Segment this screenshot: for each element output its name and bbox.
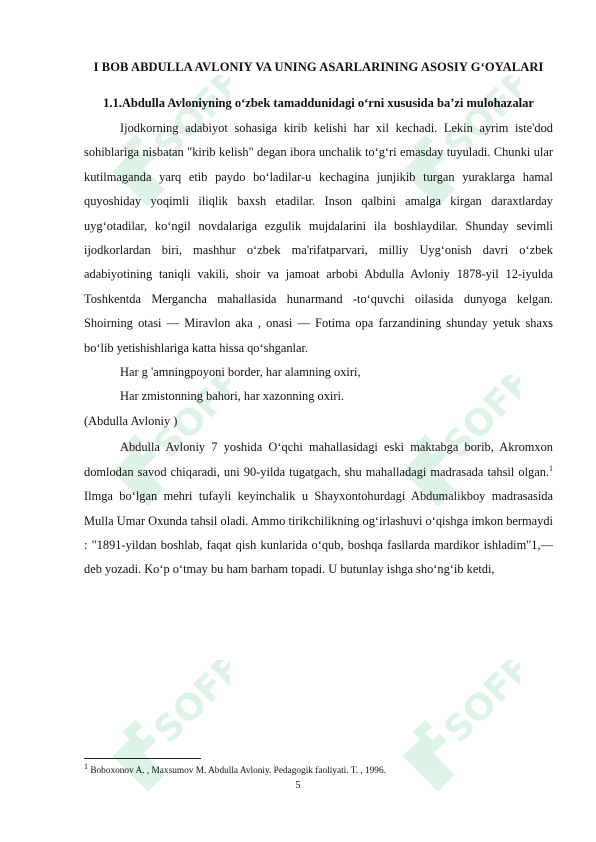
watermark-text: SOFF [436, 75, 520, 167]
paragraph-2-part-a: Abdulla Avloniy 7 yoshida O‘qchi mahallasidagi eski maktabga borib, Akromxon domlodan savod chiqaradi, uni 90-yilda tugatgach, shu mahalladagi madrasada tahsil olgan. [84, 440, 553, 479]
footnote-reference[interactable]: 1 [549, 463, 553, 473]
paragraph-2-part-b: Ilmga bo‘lgan mehri tufayli keyinchalik u Shayxontohurdagi Abdumalikboy madrasasida Mulla Umar Oxunda tahsil oladi. Ammo tirikchilikning og‘irlashuvi o‘qishga imkon bermaydi : "1891-yildan boshlab, faqat qish kunlarida o‘qub, boshqa fasllarda mardikor ishladim"1,— deb yozadi. Ko‘p o‘tmay bu ham barham topadi. U butunlay ishga sho‘ng‘ib ketdi, [84, 489, 553, 577]
verse-citation: (Abdulla Avloniy ) [84, 413, 178, 428]
page-number: 5 [295, 780, 301, 791]
chapter-title: I BOB ABDULLA AVLONIY VA UNING ASARLARINING ASOSIY G‘OYALARI [93, 60, 544, 74]
footnote-number: 1 [84, 761, 88, 771]
section-title: 1.1.Abdulla Avloniyning o‘zbek tamaddunidagi o‘rni xususida ba’zi mulohazalar [103, 96, 534, 110]
footnote-separator [84, 758, 201, 759]
watermark-text: SOFF [436, 375, 520, 467]
watermark-text: SOFF [146, 375, 230, 467]
footnote [84, 761, 553, 777]
verse-line-2: Har zmistonning bahori, har xazonning oxiri. [120, 389, 345, 404]
body-paragraph-1: Ijodkorning adabiyot sohasiga kirib kelishi har xil kechadi. Lekin ayrim iste'dod sohiblariga nisbatan "kirib kelish" degan ibora unchalik to‘g‘ri emasday tuyuladi. Chunki ular kutilmaganda yarq etib paydo bo‘ladilar-u kechagina junjikib turgan yuraklarga hamal quyoshiday yoqimli iliqlik baxsh etadilar. Inson qalbini amalga kirgan daraxtlarday uyg‘otadilar, ko‘ngil novdalariga ezgulik mujdalarini ila boshlaydilar. Shunday sevimli ijodkorlardan biri, mashhur o‘zbek ma'rifatparvari, milliy Uyg‘onish davri o‘zbek adabiyotining taniqli vakili, shoir va jamoat arbobi Abdulla Avloniy 1878-yil 12-iyulda Toshkentda Mergancha mahallasida hunarmand -to‘quvchi oilasida dunyoga kelgan. Shoirning otasi — Miravlon aka , onasi — Fotima opa farzandining shunday yetuk shaxs bo‘lib yetishishlariga katta hissa qo‘shganlar. [84, 121, 553, 355]
watermark-text: SOFF [146, 660, 230, 752]
watermark-text: SOFF [146, 75, 230, 167]
footnote-text: Boboxonov A. , Maxsumov M. Abdulla Avloniy. Pedagogik faoliyati. T. , 1996. [88, 766, 386, 776]
verse-line-1: Har g 'amningpoyoni border, har alamning oxiri, [120, 365, 361, 380]
body-paragraph-2 [84, 435, 553, 581]
page-content [84, 56, 553, 582]
watermark-text: SOFF [436, 660, 520, 752]
